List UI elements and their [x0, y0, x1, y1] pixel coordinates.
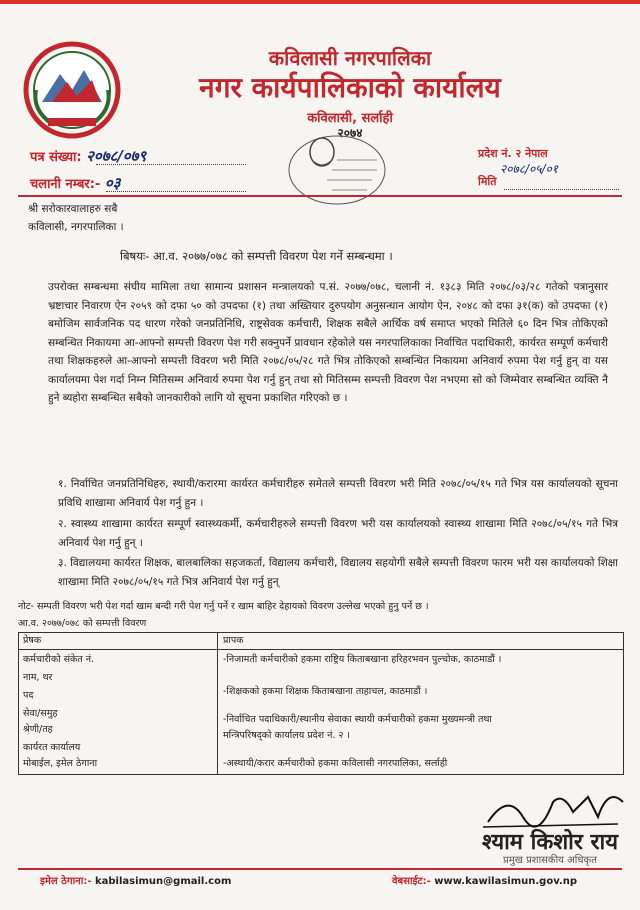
footer-divider	[18, 868, 622, 870]
right-row: -निजामती कर्मचारीको हकमा राष्ट्रिय किताबखाना हरिहरभवन पुल्चोक, काठमाडौं ।	[223, 654, 502, 665]
body-paragraph: उपरोक्त सम्बन्धमा संघीय मामिला तथा सामान्य प्रशासन मन्त्रालयको प.सं. २०७७/०७८, चलानी नं. १३८३ मिति २०७८/०३/२८ गतेको पत्रानुसार भ्रष्टाचार निवारण ऐन २०५९ को दफा ५० को उपदफा (१) तथा अख्तियार दुरुपयोग अनुसन्धान आयोग ऐन, २०४८ को दफा ३१(क) को उपदफा (१) बमोजिम सार्वजनिक पद धारण गरेको जनप्रतिनिधि, राष्ट्रसेवक कर्मचारी, शिक्षक सबैले आर्थिक वर्ष समाप्त भएको मितिले ६० दिन भित्र तोकिएको सम्बन्धित निकायमा आ-आफ्नो सम्पत्ती विवरण पेश गरी सक्नुपर्ने प्रावधान रहेकोले यस नगरपालिकाका निर्वाचित पदाधिकारी, कार्यरत सम्पूर्ण कर्मचारी तथा शिक्षकहरुले आ-आफ्नो सम्पत्ती विवरण भरी मिति २०७८/०५/२८ गते भित्र तोकिएको सम्बन्धित निकायमा अनिवार्य रुपमा पेश गर्नु हुन् वा यस कार्यालयमा पेश गर्दा निम्न मितिसम्म अनिवार्य रुपमा पेश गर्नु हुन् तथा सो मितिसम्म सम्पत्ती विवरण पेश नभएमा सो को जिम्मेवार सम्बन्धित व्यक्ति नै हुने ब्यहोरा सम्बन्धित सबैको जानकारीको लागि यो सूचना प्रकाशित गरिएको छ ।	[48, 281, 608, 404]
chalani-label: चलानी नम्बर:-	[30, 177, 101, 192]
nepal-emblem-logo	[22, 40, 122, 140]
footer-website	[392, 873, 577, 887]
right-row: -शिक्षकको हकमा शिक्षक किताबखाना ताहाचल, काठमाडौं ।	[223, 686, 428, 697]
municipality-name: कविलासी नगरपालिका	[268, 46, 432, 70]
left-row: कर्मचारीको संकेत नं.	[23, 654, 95, 665]
body-item-3: ३. विद्यालयमा कार्यरत शिक्षक, बालबालिका सहजकर्ता, विद्यालय कर्मचारी, विद्यालय सहयोगी सबैले सम्पत्ती विवरण फारम भरी यस कार्यालयको शिक्षा शाखामा मिति २०७८/०५/१५ गते भित्र अनिवार्य पेश गर्नु हुन्	[58, 557, 618, 588]
body-item-2: २. स्वास्थ्य शाखामा कार्यरत सम्पूर्ण स्वास्थ्यकर्मी, कर्मचारीहरुले सम्पत्ती विवरण भरी यस कार्यालयको स्वास्थ्य शाखामा मिति २०७८/०५/१५ गते भित्र अनिवार्य पेश गर्नु हुन् ।	[58, 518, 618, 549]
signatory-name: श्याम किशोर राय	[482, 830, 618, 855]
left-row: नाम, थर	[23, 672, 53, 683]
col-header-recipient: प्रापक	[223, 635, 244, 646]
table-header	[19, 633, 623, 650]
right-row: -अस्थायी/करार कर्मचारीको हकमा कविलासी नगरपालिका, सर्लाही	[223, 758, 448, 769]
province-label: प्रदेश नं. २ नेपाल	[478, 147, 548, 160]
left-row: पद	[23, 690, 34, 701]
left-row: मोबाईल, इमेल ठेगाना	[23, 758, 98, 769]
header-divider	[18, 195, 622, 197]
left-row: श्रेणी/तह	[23, 724, 53, 735]
signatory-title: प्रमुख प्रशासकीय अधिकृत	[503, 855, 597, 866]
web-label: वेबसाईट:-	[392, 876, 431, 887]
established-year: २०७४	[337, 126, 363, 140]
recipient-line1: श्री सरोकारवालाहरु सबै	[28, 203, 118, 215]
email-label: इमेल ठेगाना:-	[40, 876, 92, 887]
chalani-value: ०३	[104, 174, 121, 192]
table-divider	[217, 633, 218, 774]
right-row: -निर्वाचित पदाधिकारी/स्थानीय सेवाका स्थायी कर्मचारीको हकमा मुख्यमन्त्री तथा	[223, 714, 492, 725]
miti-dotline	[504, 188, 619, 190]
office-stamp	[282, 130, 392, 210]
patra-label: पत्र संख्या:	[30, 150, 82, 165]
signature-scribble	[478, 782, 628, 832]
office-name: नगर कार्यपालिकाको कार्यालय	[199, 71, 501, 104]
footer-email	[40, 873, 231, 887]
right-row: मन्त्रिपरिषद्को कार्यालय प्रदेश नं. २ ।	[223, 730, 351, 741]
miti-label: मिति	[478, 175, 497, 188]
chalani-dotline	[106, 190, 246, 192]
province-date: २०७८/०५/०१	[500, 162, 559, 176]
body-item-1: १. निर्वाचित जनप्रतिनिधिहरु, स्थायी/करारमा कार्यरत कर्मचारीहरु समेतले सम्पत्ती विवरण भरी मिति २०७८/०५/१५ गते भित्र यस कार्यालयको सूचना प्रविधि शाखामा अनिवार्य पेश गर्नु हुन ।	[58, 478, 618, 509]
top-border	[0, 0, 640, 4]
patra-value: २०७८/०७९	[86, 147, 147, 165]
recipient-line2: कविलासी, नगरपालिका ।	[28, 221, 124, 233]
email-value[interactable]: kabilasimun@gmail.com	[94, 876, 232, 887]
details-table	[18, 632, 624, 775]
col-header-sender: प्रेषक	[23, 635, 42, 646]
web-value[interactable]: www.kawilasimun.gov.np	[434, 876, 577, 887]
left-row: सेवा/समुह	[23, 708, 58, 719]
note-text: नोट- सम्पती विवरण भरी पेश गर्दा खाम बन्दी गरी पेश गर्नु पर्ने र खाम बाहिर देहायको विवरण उल्लेख भएको हुनु पर्ने छ ।	[18, 601, 429, 612]
table-title: आ.व. २०७७/०७८ को सम्पत्ती विवरण	[18, 618, 147, 629]
patra-dotline	[96, 163, 246, 165]
left-row: कार्यरत कार्यालय	[23, 742, 81, 753]
office-address: कविलासी, सर्लाही	[307, 111, 393, 126]
subject-line: बिषयः- आ.व. २०७७/०७८ को सम्पत्ती विवरण पेश गर्ने सम्बन्धमा ।	[120, 249, 393, 263]
